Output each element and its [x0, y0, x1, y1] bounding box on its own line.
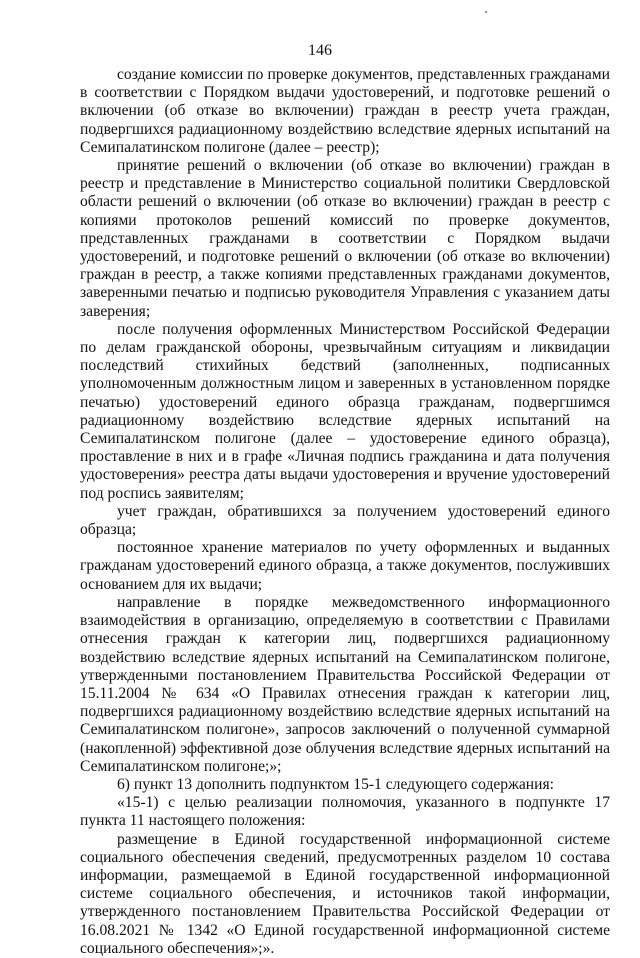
paragraph-storage: постоянное хранение материалов по учету оформленных и выданных гражданам удостоверений единого образца, а также документов, послуживших основанием для их выдачи;	[80, 539, 610, 593]
paragraph-decisions: принятие решений о включении (об отказе во включении) граждан в реестр и представление в Министерство социальной политики Свердловской области решений о включении (об отказе во включении) граждан в реестр с копиями протоколов решений комиссий по проверке документов, представленных гражданами в соответствии с Порядком выдачи удостоверений, и подготовке решений о включении (об отказе во включении) граждан в реестр, а также копиями представленных гражданами документов, заверенными печатью и подписью руководителя Управления с указанием даты заверения;	[80, 157, 610, 320]
paragraph-item-6: 6) пункт 13 дополнить подпунктом 15-1 следующего содержания:	[117, 775, 554, 793]
paragraph-certificates-issuance: после получения оформленных Министерством Российской Федерации по делам гражданской обороны, чрезвычайным ситуациям и ликвидации последствий стихийных бедствий (заполненных, подписанных уполномоченным должностным лицом и заверенных в установленном порядке печатью) удостоверений единого образца гражданам, подвергшимся радиационному воздействию вследствие ядерных испытаний на Семипалатинском полигоне (далее – удостоверение единого образца), проставление в них и в графе «Личная подпись гражданина и дата получения удостоверения» реестра даты выдачи удостоверения и вручение удостоверений под роспись заявителям;	[80, 320, 610, 502]
paragraph-interagency-requests: направление в порядке межведомственного информационного взаимодействия в организацию, определяемую в соответствии с Правилами отнесения граждан к категории лиц, подвергшихся радиационному воздействию вследствие ядерных испытаний на Семипалатинском полигоне, утвержденными постановлением Правительства Российской Федерации от 15.11.2004 № 634 «О Правилах отнесения граждан к категории лиц, подвергшихся радиационному воздействию вследствие ядерных испытаний на Семипалатинском полигоне», запросов заключений о полученной суммарной (накопленной) эффективной дозе облучения вследствие ядерных испытаний на Семипалатинском полигоне;»;	[80, 593, 610, 775]
scan-speck	[485, 11, 487, 13]
page-number: 146	[308, 42, 332, 59]
paragraph-commission: создание комиссии по проверке документов, представленных гражданами в соответствии с Порядком выдачи удостоверений, и подготовке решений о включении (об отказе во включении) граждан в реестр учета граждан, подвергшихся радиационному воздействию вследствие ядерных испытаний на Семипалатинском полигоне (далее – реестр);	[80, 66, 610, 156]
paragraph-accounting: учет граждан, обратившихся за получением удостоверений единого образца;	[80, 502, 610, 539]
paragraph-subitem-15-1: «15-1) с целью реализации полномочия, указанного в подпункте 17 пункта 11 настоящего положения:	[80, 794, 610, 830]
document-body	[80, 66, 610, 958]
paragraph-egisso-placement: размещение в Единой государственной информационной системе социального обеспечения сведений, предусмотренных разделом 10 состава информации, размещаемой в Единой государственной информационной системе социального обеспечения, и источников такой информации, утвержденного постановлением Правительства Российской Федерации от 16.08.2021 № 1342 «О Единой государственной информационной системе социального обеспечения»;».	[80, 830, 610, 957]
